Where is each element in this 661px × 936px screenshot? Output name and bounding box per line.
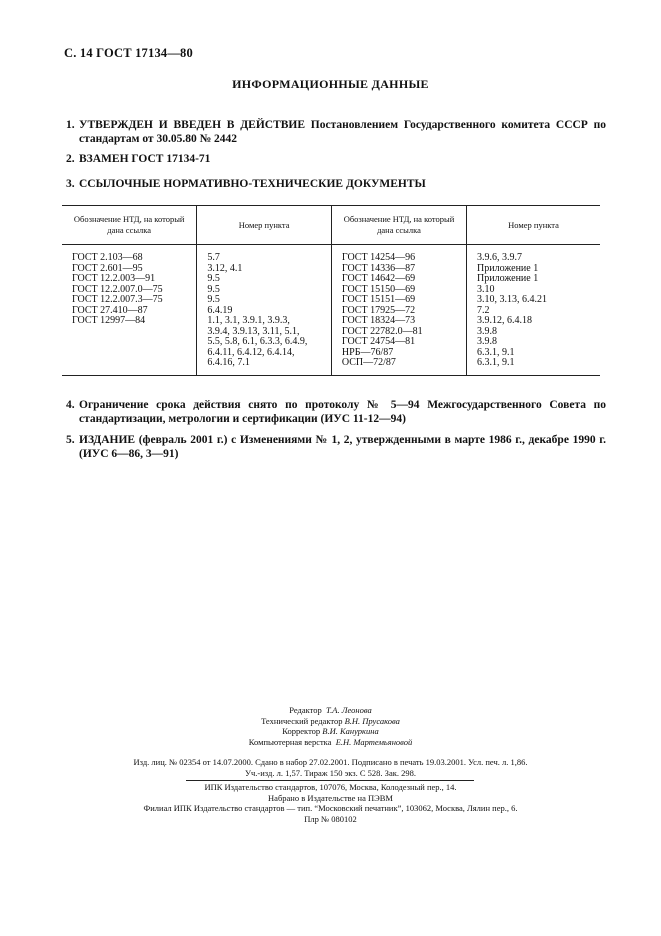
cell-line: 5.7	[207, 252, 220, 263]
item-number: 4.	[66, 399, 75, 411]
cell-line: ГОСТ 14336—87	[341, 262, 416, 274]
cell-line: 9.5	[207, 273, 220, 284]
item-text: УТВЕРЖДЕН И ВВЕДЕН В ДЕЙСТВИЕ Постановлением Государственного комитета СССР по стандартам от 30.05.80 № 2442	[79, 119, 606, 145]
cell-line: ГОСТ 27.410—87	[72, 304, 148, 316]
page-header: С. 14 ГОСТ 17134—80	[64, 46, 193, 60]
cell-line: ГОСТ 15150—69	[341, 283, 416, 295]
cell-line: Приложение 1	[477, 273, 539, 284]
publisher-block	[0, 782, 661, 824]
cell-line: 3.9.8	[477, 325, 498, 337]
editors-block	[0, 705, 661, 747]
cell-line: 6.3.1, 9.1	[477, 357, 515, 368]
cell-line: 3.10	[477, 283, 495, 295]
cell-line: 6.4.19	[207, 304, 233, 316]
cell-line: ГОСТ 22782.0—81	[341, 325, 423, 337]
publisher-line: Набрано в Издательстве на ПЭВМ	[268, 792, 393, 803]
cell-line: 6.4.16, 7.1	[207, 357, 250, 368]
cell-line: 9.5	[207, 283, 220, 295]
cell-line: 6.3.1, 9.1	[477, 346, 515, 358]
reference-documents-table	[62, 205, 600, 376]
cell-line: ГОСТ 2.103—68	[72, 252, 143, 263]
cell-line: ГОСТ 24754—81	[341, 336, 416, 347]
column-header: Номер пункта	[197, 206, 332, 245]
item-text: Ограничение срока действия снято по протоколу № 5—94 Межгосударственного Совета по стандартизации, метрологии и сертификации (ИУС 11-12—94)	[79, 399, 606, 425]
cell-line: НРБ—76/87	[341, 346, 394, 358]
table-header-row	[62, 206, 600, 245]
cell-line: ГОСТ 12.2.007.0—75	[72, 283, 163, 295]
column-header: Обозначение НТД, на который дана ссылка	[331, 206, 466, 245]
cell-line: ГОСТ 2.601—95	[72, 262, 143, 274]
cell-line: 3.10, 3.13, 6.4.21	[477, 294, 548, 305]
table-cell-ntd-right	[331, 245, 466, 376]
cell-line: 3.9.8	[477, 336, 498, 347]
item-number: 5.	[66, 434, 75, 446]
cell-line: 3.9.6, 3.9.7	[477, 252, 523, 263]
cell-line: 1.1, 3.1, 3.9.1, 3.9.3,	[207, 315, 290, 326]
item-text: ВЗАМЕН ГОСТ 17134-71	[79, 153, 211, 165]
cell-line: 3.12, 4.1	[207, 262, 243, 274]
item-text: ИЗДАНИЕ (февраль 2001 г.) с Изменениями № 1, 2, утвержденными в марте 1986 г., декабре 1990 г. (ИУС 6—86, 3—91)	[79, 434, 606, 460]
cell-line: ГОСТ 14642—69	[341, 273, 416, 284]
corrector-line	[0, 726, 661, 737]
cell-line: ГОСТ 12.2.007.3—75	[72, 294, 163, 305]
cell-line: ГОСТ 18324—73	[341, 315, 416, 326]
cell-line: ГОСТ 14254—96	[341, 252, 416, 263]
layout-line	[0, 737, 661, 748]
item-number: 3.	[66, 178, 75, 190]
item-number: 1.	[66, 119, 75, 131]
info-item-4	[66, 398, 606, 426]
editor-name: Т.А. Леонова	[325, 705, 372, 715]
document-title: ИНФОРМАЦИОННЫЕ ДАННЫЕ	[232, 77, 429, 91]
item-text: ССЫЛОЧНЫЕ НОРМАТИВНО-ТЕХНИЧЕСКИЕ ДОКУМЕНТЫ	[79, 178, 426, 190]
cell-line: 3.9.4, 3.9.13, 3.11, 5.1,	[207, 325, 300, 337]
table-cell-clause-right	[467, 245, 600, 376]
table-cell-clause-left	[197, 245, 332, 376]
info-item-2	[66, 152, 606, 166]
cell-line: ГОСТ 12.2.003—91	[72, 273, 156, 284]
print-details-line: Уч.-изд. л. 1,57. Тираж 150 экз. С 528. Зак. 298.	[245, 767, 416, 778]
cell-line: ГОСТ 12997—84	[72, 315, 146, 326]
cell-line: 3.9.12, 6.4.18	[477, 315, 533, 326]
column-header: Номер пункта	[467, 206, 600, 245]
tech-editor-name: В.Н. Прусакова	[344, 715, 400, 726]
publisher-line: Плр № 080102	[304, 813, 357, 824]
info-item-3	[66, 177, 606, 191]
column-header: Обозначение НТД, на который дана ссылка	[62, 206, 197, 245]
cell-line: 9.5	[207, 294, 220, 305]
cell-line: 5.5, 5.8, 6.1, 6.3.3, 6.4.9,	[207, 336, 308, 347]
info-item-1	[66, 118, 606, 146]
table-row	[62, 245, 600, 376]
print-details	[0, 757, 661, 778]
corrector-label: Корректор	[282, 726, 321, 736]
layout-name: Е.Н. Мартемьяновой	[335, 736, 413, 747]
cell-line: 7.2	[477, 304, 490, 316]
tech-editor-line	[0, 716, 661, 727]
divider	[186, 780, 474, 781]
layout-label: Компьютерная верстка	[248, 736, 332, 747]
print-details-line: Изд. лиц. № 02354 от 14.07.2000. Сдано в набор 27.02.2001. Подписано в печать 19.03.2001. Усл. печ. л. 1,86.	[133, 757, 528, 767]
editor-label: Редактор	[289, 705, 322, 715]
cell-line: 6.4.11, 6.4.12, 6.4.14,	[207, 346, 295, 358]
tech-editor-label: Технический редактор	[261, 715, 343, 726]
table-cell-ntd-left	[62, 245, 197, 376]
corrector-name: В.И. Кануркина	[322, 726, 379, 736]
cell-line: ОСП—72/87	[341, 357, 396, 368]
editor-line	[0, 705, 661, 716]
cell-line: ГОСТ 17925—72	[341, 304, 416, 316]
publisher-line: ИПК Издательство стандартов, 107076, Москва, Колодезный пер., 14.	[204, 782, 457, 792]
cell-line: ГОСТ 15151—69	[341, 294, 416, 305]
cell-line: Приложение 1	[477, 262, 539, 274]
item-number: 2.	[66, 153, 75, 165]
info-item-5	[66, 433, 606, 461]
publisher-line: Филиал ИПК Издательство стандартов — тип. “Московский печатник”, 103062, Москва, Лялин пер., 6.	[143, 803, 518, 813]
